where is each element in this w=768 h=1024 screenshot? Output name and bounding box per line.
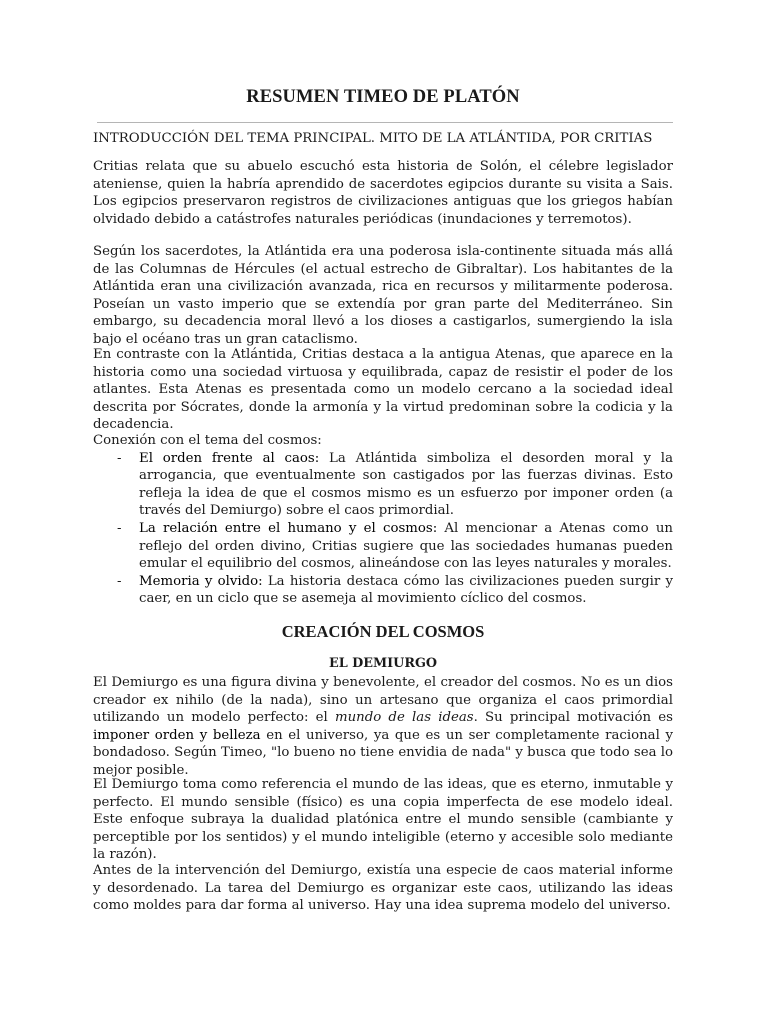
list-item-term: La relación entre el humano y el cosmos: xyxy=(139,520,438,536)
demiurgo-bold-term: imponer orden y belleza xyxy=(93,727,261,743)
paragraph-atenas: En contraste con la Atlántida, Critias destaca a la antigua Atenas, que aparece en la historia como una sociedad virtuosa y equilibrada, capaz de resistir el poder de los atlantes. Esta Atenas es presentada como un modelo cercano a la sociedad ideal descrita por Sócrates, donde la armonía y la virtud predominan sobre la codicia y la decadencia. xyxy=(93,347,673,433)
document-title: RESUMEN TIMEO DE PLATÓN xyxy=(246,87,520,107)
list-item-text: Al mencionar a Atenas como un reflejo del orden divino, Critias sugiere que las sociedades humanas pueden emular el equilibrio del cosmos, alineándose con las leyes naturales y morales. xyxy=(139,520,674,572)
list-item-text: La Atlántida simboliza el desorden moral y la arrogancia, que eventualmente son castigados por las fuerzas divinas. Esto refleja la idea de que el cosmos mismo es un esfuerzo por imponer orden (a través del Demiurgo) sobre el caos primordial. xyxy=(139,450,673,519)
demiurgo-text-a: El Demiurgo es una figura divina y benevolente, el creador del cosmos. No es un dios creador ex nihilo (de la nada), sino un artesano que organiza el caos primordial utilizando un modelo perfecto: el xyxy=(93,675,673,726)
connection-list xyxy=(93,450,673,608)
demiurgo-text-c: en el universo, ya que es un ser completamente racional y bondadoso. Según Timeo, "lo bueno no tiene envidia de nada" y busca que todo sea lo mejor posible. xyxy=(93,727,673,778)
paragraph-caos: Antes de la intervención del Demiurgo, existía una especie de caos material informe y desordenado. La tarea del Demiurgo es organizar este caos, utilizando las ideas como moldes para dar forma al universo. Hay una idea suprema modelo del universo. xyxy=(93,863,673,914)
dash-bullet: - xyxy=(117,520,122,536)
cosmos-connection-block xyxy=(93,432,673,608)
list-item xyxy=(93,520,673,573)
list-item xyxy=(93,573,673,608)
connection-label: Conexión con el tema del cosmos: xyxy=(93,433,322,448)
title-divider xyxy=(97,122,673,123)
demiurgo-italic-term: mundo de las ideas xyxy=(334,710,474,726)
dash-bullet: - xyxy=(117,573,122,589)
demiurgo-text-b: . Su principal motivación es xyxy=(473,710,673,726)
dash-bullet: - xyxy=(117,450,122,466)
paragraph-mundo-ideas: El Demiurgo toma como referencia el mundo de las ideas, que es eterno, inmutable y perfecto. El mundo sensible (físico) es una copia imperfecta de ese modelo ideal. Este enfoque subraya la dualidad platónica entre el mundo sensible (cambiante y perceptible por los sentidos) y el mundo inteligible (eterno y accesible solo mediante la razón). xyxy=(93,777,673,863)
paragraph-demiurgo-intro xyxy=(93,674,673,780)
list-item-term: El orden frente al caos: xyxy=(139,450,320,466)
subheading: EL DEMIURGO xyxy=(328,656,438,671)
list-item xyxy=(93,450,673,520)
paragraph-atlantida: Según los sacerdotes, la Atlántida era una poderosa isla-continente situada más allá de las Columnas de Hércules (el actual estrecho de Gibraltar). Los habitantes de la Atlántida eran una civilización avanzada, rica en recursos y militarmente poderosa. Poseían un vasto imperio que se extendía por gran parte del Mediterráneo. Sin embargo, su decadencia moral llevó a los dioses a castigarlos, sumergiendo la isla bajo el océano tras un gran cataclismo. xyxy=(93,244,673,347)
list-item-term: Memoria y olvido: xyxy=(139,573,263,589)
intro-heading: INTRODUCCIÓN DEL TEMA PRINCIPAL. MITO DE LA ATLÁNTIDA, POR CRITIAS xyxy=(93,131,653,146)
section-heading: CREACIÓN DEL COSMOS xyxy=(281,622,485,641)
paragraph-solon: Critias relata que su abuelo escuchó esta historia de Solón, el célebre legislador ateniense, quien la habría aprendido de sacerdotes egipcios durante su visita a Sais. Los egipcios preservaron registros de civilizaciones antiguas que los griegos habían olvidado debido a catástrofes naturales periódicas (inundaciones y terremotos). xyxy=(93,159,673,227)
list-item-text: La historia destaca cómo las civilizaciones pueden surgir y caer, en un ciclo que se asemeja al movimiento cíclico del cosmos. xyxy=(139,573,673,607)
